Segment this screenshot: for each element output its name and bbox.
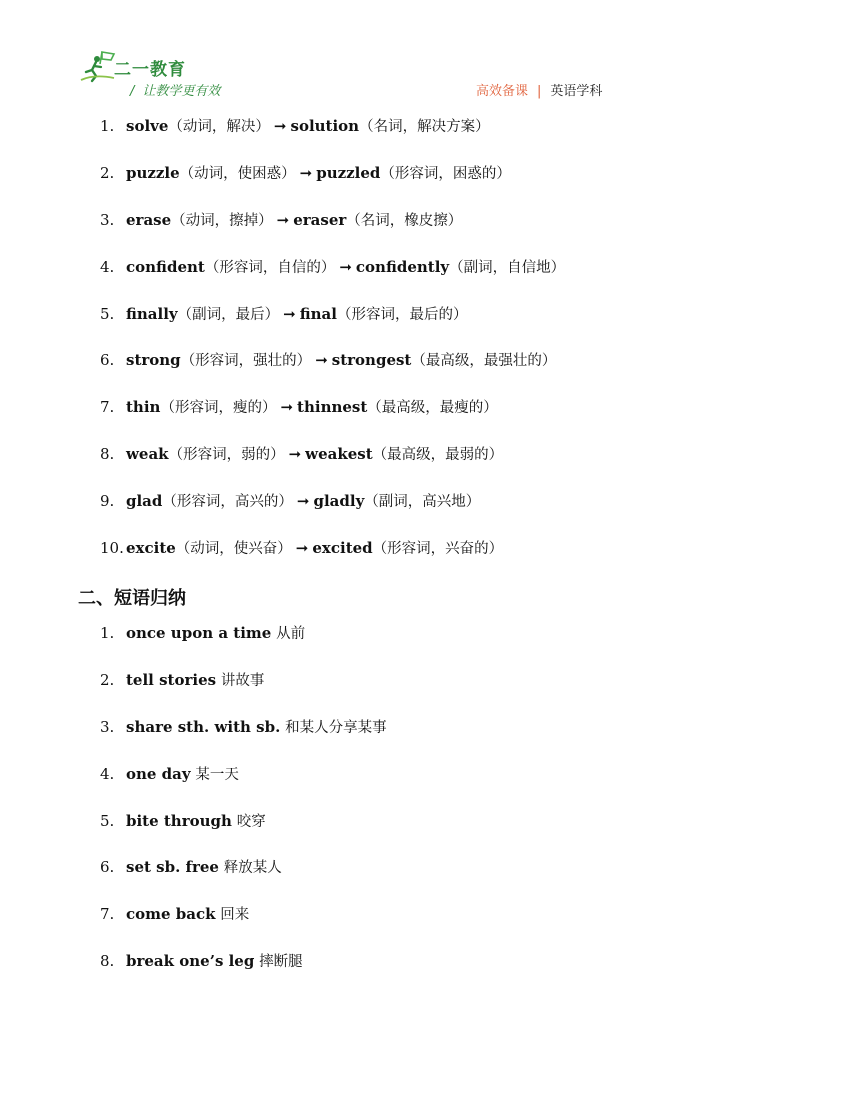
word: erase	[126, 211, 172, 229]
word-note: （动词，解决）	[168, 119, 270, 135]
item-number: 2.	[100, 164, 115, 182]
phrase-en: bite through	[126, 812, 232, 830]
item-number: 1.	[100, 117, 115, 135]
word-note: （形容词，强壮的）	[180, 353, 312, 369]
phrase-zh: 讲故事	[220, 673, 265, 689]
item-number: 3.	[100, 211, 115, 229]
item-number: 3.	[100, 718, 115, 736]
arrow-icon: ➞	[315, 351, 328, 369]
item-number: 10.	[100, 539, 124, 557]
derived-note: （形容词，兴奋的）	[372, 541, 504, 557]
item-number: 8.	[100, 952, 115, 970]
phrase-en: set sb. free	[126, 858, 219, 876]
item-content	[126, 537, 503, 560]
derived-note: （副词，高兴地）	[364, 494, 481, 510]
word: confident	[126, 258, 205, 276]
item-content	[126, 903, 249, 926]
derived-note: （最高级，最强壮的）	[411, 353, 557, 369]
phrase-zh: 释放某人	[223, 860, 282, 876]
runner-icon	[80, 50, 116, 84]
word-note: （副词，最后）	[177, 307, 280, 323]
word: puzzle	[126, 164, 180, 182]
item-content	[126, 443, 503, 466]
phrase-zh: 回来	[220, 907, 250, 923]
arrow-icon: ➞	[283, 305, 296, 323]
item-content	[126, 763, 239, 786]
item-content	[126, 622, 305, 645]
item-content	[126, 256, 565, 279]
word-note: （动词，使困惑）	[179, 166, 296, 182]
item-number: 8.	[100, 445, 115, 463]
item-content	[126, 856, 282, 879]
item-content	[126, 716, 387, 739]
word: finally	[126, 305, 178, 323]
tag-right: 英语学科	[550, 84, 603, 99]
derived-word: eraser	[293, 211, 347, 229]
item-number: 4.	[100, 258, 115, 276]
page-header	[0, 0, 860, 105]
derived-word: thinnest	[297, 398, 368, 416]
item-number: 2.	[100, 671, 115, 689]
arrow-icon: ➞	[299, 164, 313, 182]
item-number: 1.	[100, 624, 115, 642]
subject-tag	[476, 80, 602, 99]
arrow-icon: ➞	[276, 211, 290, 229]
item-number: 7.	[100, 398, 115, 416]
item-content	[126, 810, 266, 833]
arrow-icon: ➞	[296, 492, 310, 510]
derived-word: excited	[312, 539, 373, 557]
arrow-icon: ➞	[273, 117, 287, 135]
derived-note: （最高级，最弱的）	[372, 447, 504, 463]
logo-text: 二一教育	[114, 60, 186, 80]
word-note: （动词，使兴奋）	[175, 541, 292, 557]
phrase-en: break one’s leg	[126, 952, 255, 970]
word: strong	[126, 351, 181, 369]
word-note: （形容词，瘦的）	[160, 400, 277, 416]
phrase-en: come back	[126, 905, 216, 923]
item-number: 6.	[100, 858, 115, 876]
arrow-icon: ➞	[280, 398, 294, 416]
word: solve	[126, 117, 169, 135]
item-number: 4.	[100, 765, 115, 783]
item-content	[126, 950, 303, 973]
derived-note: （最高级，最瘦的）	[367, 400, 498, 416]
derived-word: solution	[290, 117, 360, 135]
item-number: 7.	[100, 905, 115, 923]
derived-word: strongest	[331, 351, 412, 369]
item-content	[126, 669, 264, 692]
derived-word: confidently	[355, 258, 450, 276]
slogan	[130, 80, 220, 99]
phrase-zh: 和某人分享某事	[285, 720, 387, 736]
word: thin	[126, 398, 161, 416]
tag-left: 高效备课	[476, 84, 529, 99]
item-content	[126, 162, 511, 185]
word-note: （形容词，高兴的）	[162, 494, 293, 510]
item-content	[126, 209, 462, 232]
item-number: 9.	[100, 492, 115, 510]
word-note: （形容词，自信的）	[204, 260, 336, 276]
tag-separator: |	[537, 84, 542, 99]
item-content	[126, 490, 480, 513]
phrase-en: share sth. with sb.	[126, 718, 281, 736]
derived-word: puzzled	[316, 164, 381, 182]
item-content	[126, 349, 556, 372]
word: glad	[126, 492, 163, 510]
phrase-zh: 摔断腿	[259, 954, 303, 970]
derived-word: weakest	[305, 445, 373, 463]
phrase-zh: 从前	[276, 626, 306, 642]
word: weak	[126, 445, 169, 463]
derived-note: （名词，橡皮擦）	[346, 213, 463, 229]
slogan-slash: /	[130, 84, 135, 99]
word-note: （动词，擦掉）	[171, 213, 273, 229]
item-content	[126, 115, 490, 138]
phrase-zh: 咬穿	[236, 814, 266, 830]
derived-word: final	[299, 305, 337, 323]
derived-note: （形容词，困惑的）	[380, 166, 511, 182]
logo	[80, 50, 200, 84]
derived-word: gladly	[313, 492, 365, 510]
item-number: 5.	[100, 812, 115, 830]
item-content	[126, 396, 498, 419]
derived-note: （副词，自信地）	[449, 260, 566, 276]
word-note: （形容词，弱的）	[168, 447, 285, 463]
word: excite	[126, 539, 176, 557]
item-number: 6.	[100, 351, 115, 369]
derived-note: （名词，解决方案）	[359, 119, 490, 135]
phrase-en: tell stories	[126, 671, 217, 689]
arrow-icon: ➞	[339, 258, 352, 276]
slogan-text: 让教学更有效	[142, 84, 221, 99]
phrase-zh: 某一天	[195, 767, 239, 783]
section-title: 二、短语归纳	[78, 588, 186, 609]
item-number: 5.	[100, 305, 115, 323]
arrow-icon: ➞	[295, 539, 309, 557]
item-content	[126, 303, 467, 326]
phrase-en: once upon a time	[126, 624, 272, 642]
phrase-en: one day	[126, 765, 191, 783]
arrow-icon: ➞	[288, 445, 302, 463]
derived-note: （形容词，最后的）	[336, 307, 468, 323]
